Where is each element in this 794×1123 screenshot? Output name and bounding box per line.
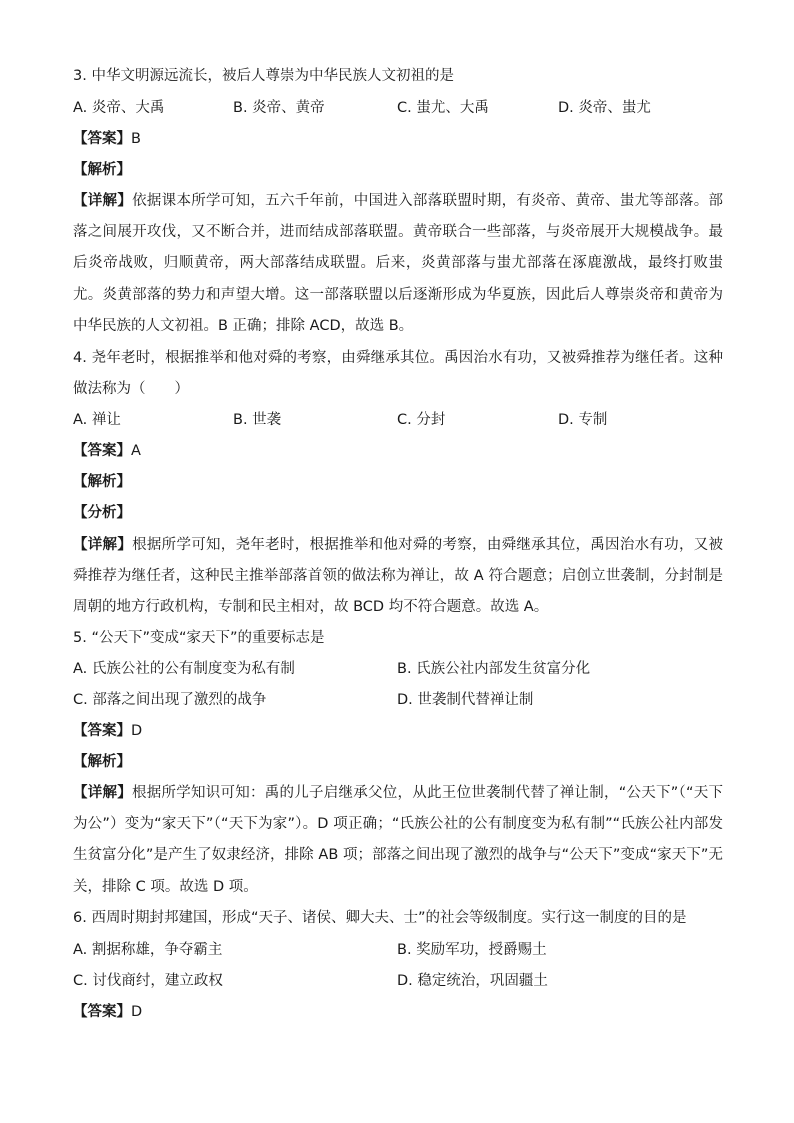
q3-option-c: C. 蚩尤、大禹 <box>397 100 489 116</box>
question-5-stem: 5. “公天下”变成“家天下”的重要标志是 <box>73 630 325 646</box>
question-6-stem: 6. 西周时期封邦建国，形成“天子、诸侯、卿大夫、士”的社会等级制度。实行这一制度的目的是 <box>73 910 687 926</box>
q4-analysis-tag: 【解析】 <box>73 474 131 490</box>
q4-fenxi-tag: 【分析】 <box>73 505 131 521</box>
detail-text: 根据所学可知，尧年老时，根据推举和他对舜的考察，由舜继承其位，禹因治水有功，又被舜推荐为继任者，这种民主推举部落首领的做法称为禅让，故 A 符合题意；启创立世袭制，分封制是周朝的地方行政机构，专制和民主相对，故 BCD 均不符合题意。故选 A。 <box>73 537 724 616</box>
answer-value: D <box>131 723 143 739</box>
q6-option-d: D. 稳定统治，巩固疆土 <box>397 973 548 989</box>
q4-detail <box>73 530 723 624</box>
detail-tag: 【详解】 <box>73 785 132 801</box>
q5-option-b: B. 氏族公社内部发生贫富分化 <box>397 661 591 677</box>
answer-value: D <box>131 1004 143 1020</box>
q5-answer <box>73 721 142 741</box>
answer-tag: 【答案】 <box>73 131 131 147</box>
q3-option-a: A. 炎帝、大禹 <box>73 100 165 116</box>
q4-option-b: B. 世袭 <box>233 412 282 428</box>
q6-option-b: B. 奖励军功，授爵赐土 <box>397 942 547 958</box>
q6-answer <box>73 1002 142 1022</box>
q4-option-c: C. 分封 <box>397 412 446 428</box>
question-4-stem: 4. 尧年老时，根据推举和他对舜的考察，由舜继承其位。禹因治水有功，又被舜推荐为继任者。这种做法称为（ ） <box>73 350 723 398</box>
q3-answer <box>73 129 141 149</box>
q3-option-b: B. 炎帝、黄帝 <box>233 100 325 116</box>
detail-text: 依据课本所学可知，五六千年前，中国进入部落联盟时期，有炎帝、黄帝、蚩尤等部落。部落之间展开攻伐，又不断合并，进而结成部落联盟。黄帝联合一些部落，与炎帝展开大规模战争。最后炎帝战败，归顺黄帝，两大部落结成联盟。后来，炎黄部落与蚩尤部落在涿鹿激战，最终打败蚩尤。炎黄部落的势力和声望大增。这一部落联盟以后逐渐形成为华夏族，因此后人尊崇炎帝和黄帝为中华民族的人文初祖。B 正确；排除 ACD，故选 B。 <box>73 193 724 334</box>
q3-detail <box>73 186 723 342</box>
question-3-stem: 3. 中华文明源远流长，被后人尊崇为中华民族人文初祖的是 <box>73 68 454 84</box>
detail-tag: 【详解】 <box>73 537 133 553</box>
answer-value: B <box>131 131 141 147</box>
answer-tag: 【答案】 <box>73 1004 131 1020</box>
answer-value: A <box>131 443 141 459</box>
answer-tag: 【答案】 <box>73 723 131 739</box>
q4-option-d: D. 专制 <box>558 412 608 428</box>
q6-option-c: C. 讨伐商纣，建立政权 <box>73 973 223 989</box>
q6-option-a: A. 割据称雄，争夺霸主 <box>73 942 223 958</box>
q5-option-a: A. 氏族公社的公有制度变为私有制 <box>73 661 295 677</box>
q3-analysis-tag: 【解析】 <box>73 162 131 178</box>
detail-text: 根据所学知识可知：禹的儿子启继承父位，从此王位世袭制代替了禅让制，“公天下”（“天下为公”）变为“家天下”（“天下为家”）。D 项正确；“氏族公社的公有制度变为私有制”“氏族公社内部发生贫富分化”是产生了奴隶经济，排除 AB 项；部落之间出现了激烈的战争与“公天下”变成“家天下”无关，排除 C 项。故选 D 项。 <box>73 785 723 895</box>
q5-option-c: C. 部落之间出现了激烈的战争 <box>73 692 267 708</box>
q5-option-d: D. 世袭制代替禅让制 <box>397 692 534 708</box>
detail-tag: 【详解】 <box>73 193 133 209</box>
q5-detail <box>73 778 723 903</box>
q4-answer <box>73 441 141 461</box>
q5-analysis-tag: 【解析】 <box>73 754 131 770</box>
q4-option-a: A. 禅让 <box>73 412 121 428</box>
answer-tag: 【答案】 <box>73 443 131 459</box>
q3-option-d: D. 炎帝、蚩尤 <box>558 100 651 116</box>
